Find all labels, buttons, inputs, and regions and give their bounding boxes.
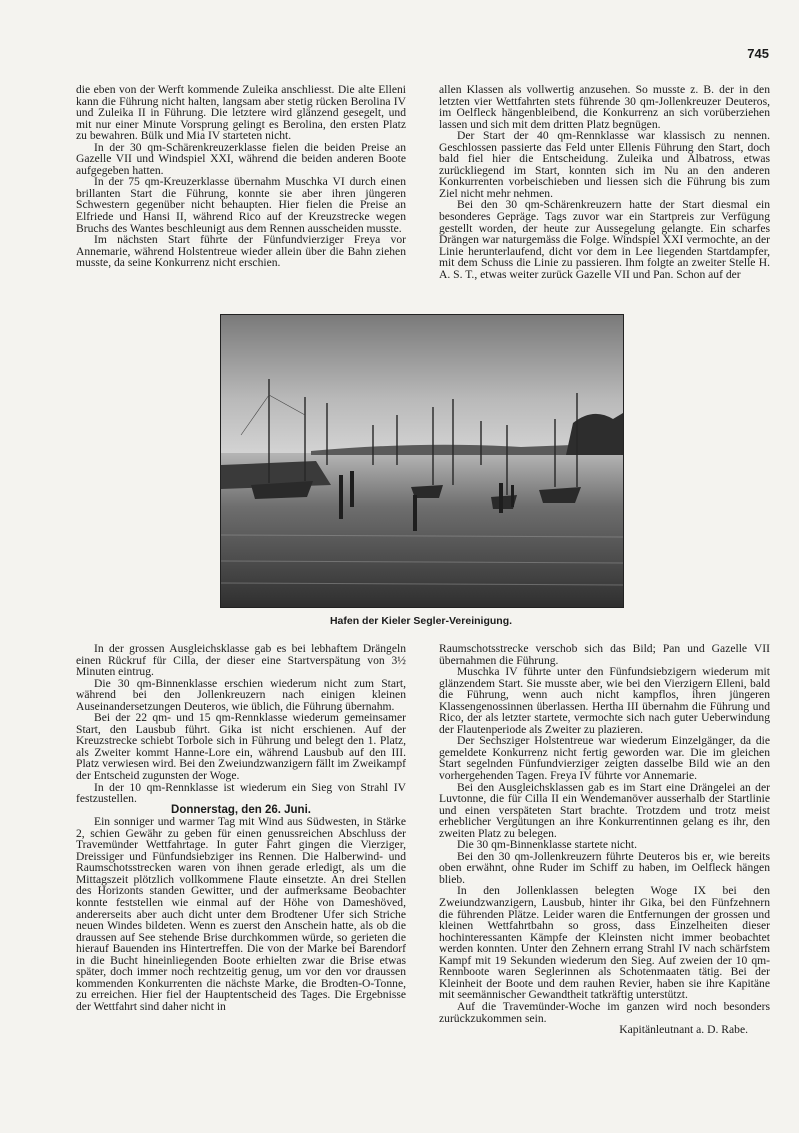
page-number: 745 <box>747 46 769 61</box>
paragraph: Auf die Travemünder-Woche im ganzen wird noch besonders zurückzukommen sein. <box>439 999 770 1025</box>
photo-caption: Hafen der Kieler Segler-Vereinigung. <box>329 615 513 627</box>
harbor-photo <box>220 314 624 608</box>
paragraph: In der 10 qm-Rennklasse ist wiederum ein Sieg von Strahl IV festzustellen. <box>76 780 406 806</box>
paragraph: Im nächsten Start führte der Fünfundvierziger Freya vor Annemarie, während Holstentreue wieder allein über die Bahn ziehen musste, da seine Konkurrenz nicht erschien. <box>76 233 406 270</box>
section-heading: Donnerstag, den 26. Juni. <box>171 803 311 816</box>
paragraph: Bei den 30 qm-Schärenkreuzern hatte der Start diesmal ein besonderes Gepräge. Tags zuvor war ein Startpreis zur Verfügung gestellt worden, der heute zur Aussegelung gelangte. Ein scharfes Drängen war naturgemäss die Folge. Windspiel XXI vermochte, an der Linie herunterlaufend, dicht vor dem in Lee liegenden Startdampfer, mit dem Schuss die Linie zu passieren. Ihm folgte an zweiter Stelle H. A. S. T., etwas weiter zurück Gazelle VII und Pan. Schon auf der <box>439 198 770 281</box>
author-signature: Kapitänleutnant a. D. Rabe. <box>619 1023 748 1037</box>
paragraph: In der 30 qm-Schärenkreuzerklasse fielen die beiden Preise an Gazelle VII und Windspiel XXI, während die beiden anderen Boote aufgegeben hatten. <box>76 140 406 177</box>
paragraph: Bei den Ausgleichsklassen gab es im Start eine Drängelei an der Luvtonne, die für Cilla II ein Wendemanöver ausserhalb der Startlinie und einen verspäteten Start brachte. Trotzdem und trotz meist erheblicher Vergütungen an ihre Konkurrentinnen gelang es ihr, den zweiten Platz zu belegen. <box>439 780 770 840</box>
paragraph: In der grossen Ausgleichsklasse gab es bei lebhaftem Drängeln einen Rückruf für Cilla, der dieser eine Startverspätung von 3½ Minuten eintrug. <box>76 642 406 679</box>
column-top-right <box>439 84 770 280</box>
paragraph: Der Sechsziger Holstentreue war wiederum Einzelgänger, da die gemeldete Konkurrenz nicht fertig geworden war. Die im gleichen Start segelnden Fünfundvierziger zeigten dasselbe Bild wie an den vorhergehenden Tagen. Freya IV führte vor Annemarie. <box>439 734 770 783</box>
paragraph: allen Klassen als vollwertig anzusehen. So musste z. B. der in den letzten vier Wettfahrten stets führende 30 qm-Jollenkreuzer Deuteros, im Oelfleck hängenbleibend, die Konkurrenz an sich vorüberziehen lassen und sich mit dem dritten Platz begnügen. <box>439 83 770 131</box>
paragraph: Muschka IV führte unter den Fünfundsiebzigern wiederum mit glänzendem Start. Sie musste aber, wie bei den Vierzigern Elleni, bald die Führung, wenn auch nicht kampflos, ihren jüngeren Klassengenossinnen überlassen. Hertha III übernahm die Führung und Rico, der als letzter startete, vermochte sich nach guter Ueberwindung der Flautenperiode als Zweiter zu plazieren. <box>439 665 770 736</box>
paragraph: Bei den 30 qm-Jollenkreuzern führte Deuteros bis er, wie bereits oben erwähnt, ohne Ruder im Schiff zu haben, im Oelfleck hängen blieb. <box>439 849 770 886</box>
column-top-left <box>76 84 406 269</box>
paragraph: In der 75 qm-Kreuzerklasse übernahm Muschka VI durch einen brillanten Start die Führung, konnte sie aber ihren jüngeren Schwestern gegenüber nicht behaupten. Hier fielen die Preise an Elfriede und Hansi II, während Rico auf der Kreuzstrecke wegen Bruchs des Wantes beschleunigt aus dem Rennen ausscheiden musste. <box>76 175 406 235</box>
column-bottom-left <box>76 643 406 1013</box>
paragraph: Die 30 qm-Binnenklasse erschien wiederum nicht zum Start, während bei den Jollenkreuzern nach einigen kleinen Auseinandersetzungen Deuteros, wie üblich, die Führung übernahm. <box>76 676 406 713</box>
paragraph: Die 30 qm-Binnenklasse startete nicht. <box>457 838 637 852</box>
paragraph: Der Start der 40 qm-Rennklasse war klassisch zu nennen. Geschlossen passierte das Feld unter Ellenis Führung den Start, doch bald fiel hier die Entscheidung. Zuleika und Albatross, etwas zurückliegend im Start, konnten sich im Nu an den anderen Konkurrenten vorbeischieben und liessen sich die Führung bis zum Ziel nicht mehr nehmen. <box>439 129 770 200</box>
paragraph: die eben von der Werft kommende Zuleika anschliesst. Die alte Elleni kann die Führung nicht halten, langsam aber stetig rücken Berolina IV und Zuleika II in Führung. Die letztere wird glänzend gesegelt, und mit nur einer Minute Vorsprung gelingt es Berolina, den ersten Platz zu bewahren. Bülk und Mia IV starteten nicht. <box>76 83 406 143</box>
column-bottom-right <box>439 643 770 1036</box>
paragraph: Ein sonniger und warmer Tag mit Wind aus Südwesten, in Stärke 2, schien Gewähr zu geben für einen genussreichen Abschluss der Travemünder Wettfahrtage. In guter Fahrt gingen die Vierziger, Dreissiger und Fünfundsiebziger ins Rennen. Die Halberwind- und Raumschotsstrecken waren von ihnen gerade erledigt, als um die Mittagszeit plötzlich vollkommene Flaute einsetzte. An drei Stellen des Horizonts standen Gewitter, und der aufmerksame Beobachter konnte feststellen wie einmal auf der Höhe von Dameshöved, andererseits aber auch dicht unter dem Brodtener Ufer sich Striche neuen Windes bildeten. Wenn es zuerst den Anschein hatte, als ob die draussen auf See stehende Brise durchkommen würde, so gerieten die hierauf Bauenden ins Hintertreffen. Die von der Marke bei Barendorf in die Bucht hineinliegenden Boote erhielten zwar die Brise etwas später, doch immer noch rechtzeitig genug, um vor den vor draussen kommenden Konkurrenten die nächste Marke, die Brodten-O-Tonne, zu erreichen. Hier fiel der Hauptentscheid des Tages. Die Ergebnisse der Wettfahrt sind daher nicht in <box>76 815 406 1013</box>
paragraph: In den Jollenklassen belegten Woge IX bei den Zweiundzwanzigern, Lausbub, hinter ihr Gika, bei den Fünfzehnern die führenden Plätze. Leider waren die Entfernungen der grossen und kleinen Wettfahrtbahn so gross, dass Einzelheiten dieser hochinteressanten Kämpfe der Kleinsten nicht immer beobachtet werden konnten. Unter den Zehnern errang Strahl IV nach schärfstem Kampf mit 19 Sekunden wiederum den Sieg. Auf zweien der 10 qm-Rennboote waren Seglerinnen als Schotenmaaten tätig. Bei der Kleinheit der Boote und dem rauhen Revier, haben sie ihre Kapitäne mit seemännischer Gewandtheit tatkräftig unterstützt. <box>439 884 770 1002</box>
paragraph: Bei der 22 qm- und 15 qm-Rennklasse wiederum gemeinsamer Start, den Lausbub führt. Gika ist nicht erschienen. Auf der Kreuzstrecke schiebt Torbole sich in Führung und belegt den 1. Platz, als Zweiter kommt Hanne-Lore ein, während Lausbub auf den III. Platz verwiesen wird. Bei den Zweiundzwanzigern fällt im Zweikampf der Entscheid zugunsten der Woge. <box>76 711 406 783</box>
paragraph: Raumschotsstrecke verschob sich das Bild; Pan und Gazelle VII übernahmen die Führung. <box>439 642 770 667</box>
